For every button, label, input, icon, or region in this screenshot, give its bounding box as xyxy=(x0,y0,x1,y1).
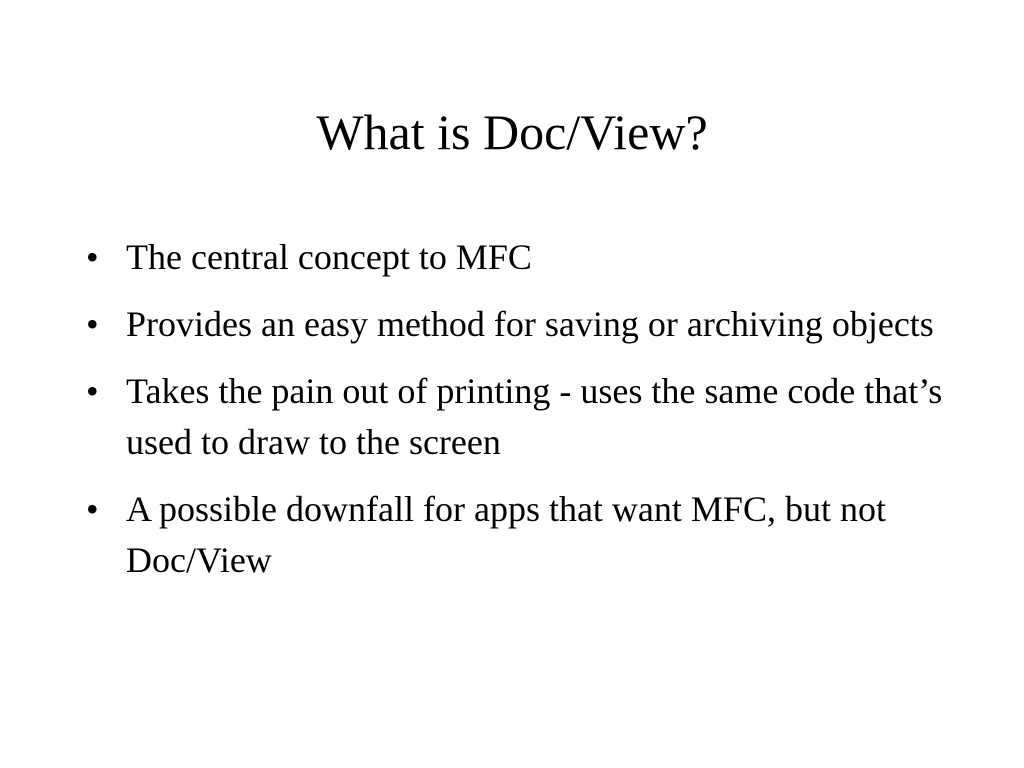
bullet-item xyxy=(86,232,966,283)
bullet-item xyxy=(86,484,966,586)
bullet-icon: • xyxy=(86,371,99,411)
bullet-item xyxy=(86,366,966,468)
bullet-text: Provides an easy method for saving or archiving objects xyxy=(126,304,934,344)
bullet-text: The central concept to MFC xyxy=(126,237,532,277)
bullet-icon: • xyxy=(86,489,99,529)
bullet-icon: • xyxy=(86,237,99,277)
bullet-icon: • xyxy=(86,304,99,344)
bullet-item xyxy=(86,299,966,350)
bullet-text: Takes the pain out of printing - uses the same code that’s used to draw to the screen xyxy=(126,371,943,462)
slide-title: What is Doc/View? xyxy=(316,104,708,160)
bullet-text: A possible downfall for apps that want MFC, but not Doc/View xyxy=(126,489,886,580)
bullet-list xyxy=(86,232,966,602)
